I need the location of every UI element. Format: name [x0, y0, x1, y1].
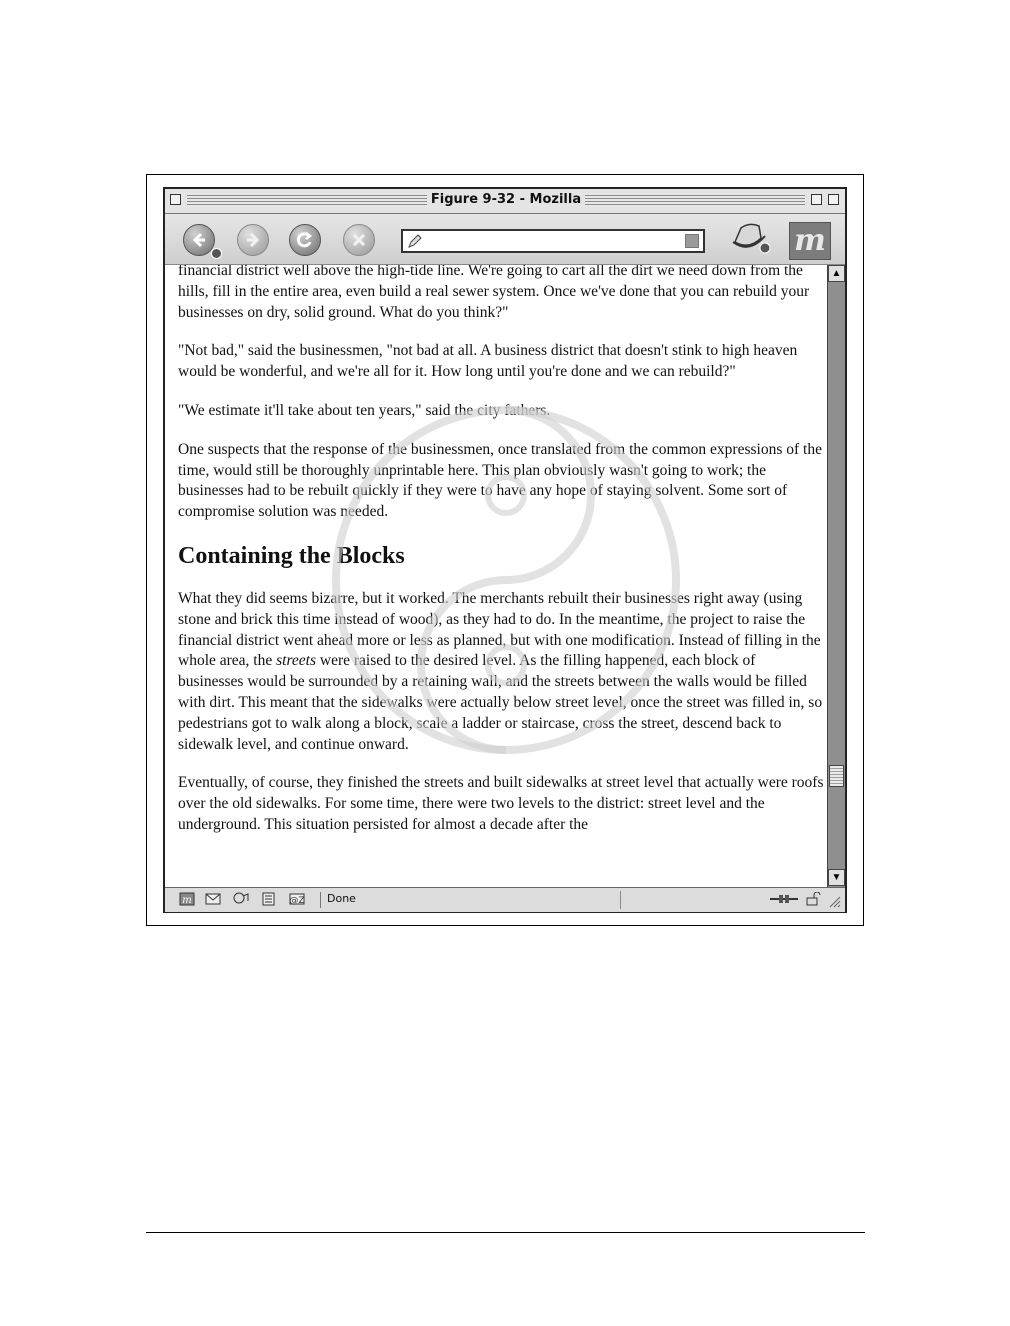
address-book-icon[interactable] — [289, 892, 305, 906]
forward-button[interactable] — [237, 224, 269, 256]
paragraph: One suspects that the response of the businessmen, once translated from the common expressions of the time, would still be thoroughly unprintable here. This plan obviously wasn't going to work; the businesses had to be rebuilt quickly if they were to have any hope of staying solvent. Some sort of compromise solution was needed. — [178, 440, 822, 521]
status-bar — [165, 887, 845, 912]
back-history-dropdown-icon[interactable] — [211, 248, 222, 259]
stop-button[interactable] — [343, 224, 375, 256]
pencil-icon — [407, 233, 423, 249]
hat-icon[interactable] — [731, 220, 771, 256]
mail-icon[interactable] — [205, 892, 221, 906]
page-text — [178, 265, 824, 854]
emphasized-text: streets — [276, 652, 317, 670]
status-text: Done — [320, 892, 356, 908]
forward-arrow-icon — [243, 230, 263, 250]
window-title: Figure 9-32 - Mozilla — [427, 192, 585, 207]
collapse-box-icon[interactable] — [828, 194, 839, 205]
svg-text:@Z: @Z — [289, 896, 305, 906]
navigator-icon[interactable] — [179, 892, 195, 906]
content-area[interactable] — [165, 265, 827, 887]
composer-icon[interactable] — [261, 892, 277, 906]
paragraph: "We estimate it'll take about ten years," said the city fathers. — [178, 401, 551, 419]
page-bottom-rule — [146, 1232, 865, 1233]
chat-icon[interactable] — [233, 892, 249, 906]
svg-text:m: m — [182, 895, 192, 906]
security-lock-icon[interactable] — [805, 892, 821, 906]
back-arrow-icon — [189, 230, 209, 250]
paragraph: "Not bad," said the businessmen, "not bad at all. A business district that doesn't stink to high heaven would be wonderful, and we're all for it. How long until you're done and we can rebuild?" — [178, 342, 798, 381]
paragraph: Eventually, of course, they finished the streets and built sidewalks at street level that actually were roofs over the old sidewalks. For some time, there were two levels to the district: street level and the underground. This situation persisted for almost a decade after the — [178, 774, 824, 833]
reload-icon — [295, 230, 315, 250]
title-bar[interactable] — [165, 189, 845, 214]
vertical-scrollbar[interactable] — [827, 265, 845, 887]
url-bar[interactable] — [401, 229, 705, 253]
section-heading: Containing the Blocks — [178, 542, 405, 569]
status-divider — [620, 891, 621, 909]
scroll-up-arrow-icon[interactable]: ▲ — [828, 265, 845, 282]
online-connection-icon[interactable] — [769, 892, 799, 906]
title-stripes-left — [187, 194, 427, 206]
scroll-thumb[interactable] — [829, 765, 844, 787]
resize-grip-icon[interactable] — [827, 894, 841, 908]
scroll-down-arrow-icon[interactable]: ▼ — [828, 869, 845, 886]
mozilla-logo: m — [789, 222, 831, 260]
zoom-box-icon[interactable] — [811, 194, 822, 205]
close-box-icon[interactable] — [170, 194, 181, 205]
paragraph-text: What they did seems bizarre, but it worked. The merchants rebuilt their businesses right away (using stone and brick this time instead of wood), as they had to do. In the meantime, the project to raise the financial district went ahead more or less as planned, but with one modification. Instead of filling in the whole area, the — [178, 589, 821, 670]
reload-button[interactable] — [289, 224, 321, 256]
paragraph-text: were raised to the desired level. As the filling happened, each block of businesses would be surrounded by a retaining wall, and the streets between the walls would be filled with dirt. This meant that the sidewalks were actually below street level, once the street was filled in, so pedestrians got to walk along a block, scale a ladder or staircase, cross the street, descend back to sidewalk level, and continue onward. — [178, 652, 823, 753]
title-stripes-right — [585, 194, 805, 206]
stop-icon — [349, 230, 369, 250]
url-dropdown-icon[interactable] — [685, 234, 699, 248]
paragraph: financial district well above the high-tide line. We're going to cart all the dirt we need down from the hills, fill in the entire area, even build a real sewer system. Once we've done that you can rebuild your businesses on dry, solid ground. What do you think?" — [178, 265, 810, 321]
paragraph — [178, 589, 824, 755]
browser-window — [163, 187, 847, 913]
navigation-toolbar — [165, 214, 845, 265]
url-input[interactable] — [427, 233, 681, 251]
